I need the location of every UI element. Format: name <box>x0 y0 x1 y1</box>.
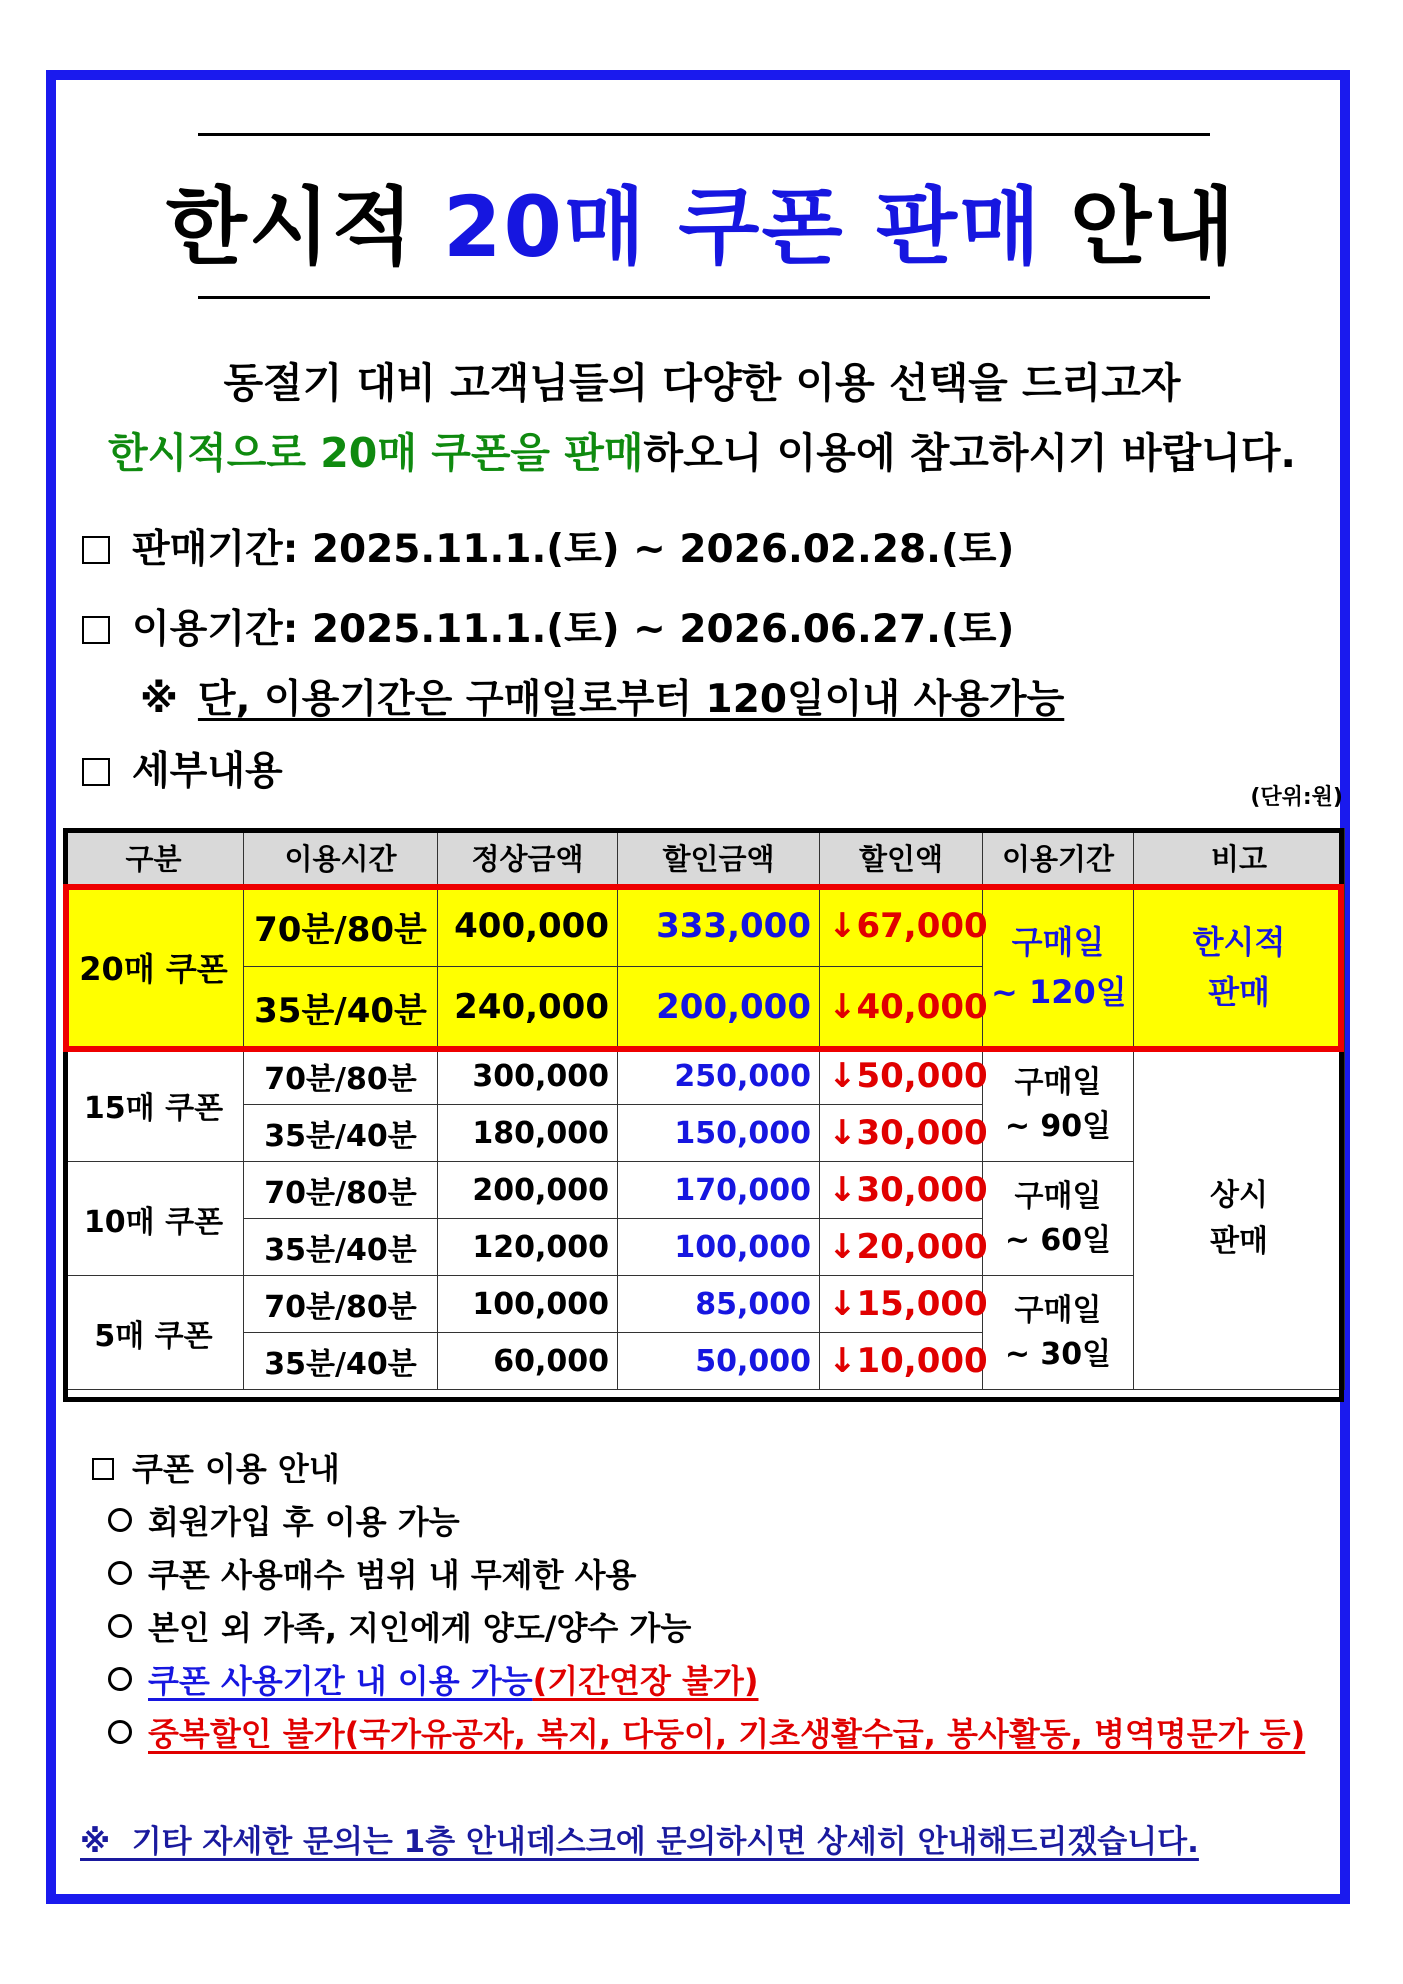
use-period-cell <box>983 1048 1134 1162</box>
note-cell <box>1134 886 1345 1048</box>
use-period-cell <box>983 1162 1134 1276</box>
saving: ↓30,000 <box>820 1162 983 1219</box>
saving: ↓40,000 <box>820 967 983 1048</box>
guide-heading: 쿠폰 이용 안내 <box>132 1450 340 1488</box>
use-time: 70분/80분 <box>244 1048 438 1105</box>
note-line: 판매 <box>1210 1223 1268 1259</box>
guide-item <box>108 1709 1305 1755</box>
use-time: 35분/40분 <box>244 1333 438 1390</box>
saving: ↓15,000 <box>820 1276 983 1333</box>
coupon-name: 20매 쿠폰 <box>64 886 244 1048</box>
guide-item-text: 쿠폰 사용기간 내 이용 가능 <box>148 1662 533 1700</box>
checkbox-icon <box>82 758 110 786</box>
intro-rest: 하오니 이용에 참고하시기 바랍니다. <box>643 429 1297 477</box>
discounted-price: 250,000 <box>618 1048 820 1105</box>
header-cell: 이용시간 <box>244 829 438 886</box>
period-line: 구매일 <box>1011 922 1105 961</box>
checkbox-icon <box>82 616 110 644</box>
intro-line-1: 동절기 대비 고객님들의 다양한 이용 선택을 드리고자 <box>223 359 1181 407</box>
header-cell: 할인금액 <box>618 829 820 886</box>
sale-period: 판매기간: 2025.11.1.(토) ~ 2026.02.28.(토) <box>132 527 1015 572</box>
title-rule-bottom <box>198 296 1210 299</box>
regular-price: 240,000 <box>438 967 618 1048</box>
regular-price: 200,000 <box>438 1162 618 1219</box>
saving: ↓20,000 <box>820 1219 983 1276</box>
use-note-line <box>140 668 1064 724</box>
header-cell: 구분 <box>64 829 244 886</box>
saving: ↓30,000 <box>820 1105 983 1162</box>
note-mark: ※ <box>140 677 178 722</box>
use-period: 이용기간: 2025.11.1.(토) ~ 2026.06.27.(토) <box>132 607 1015 652</box>
sale-period-line <box>82 518 1014 574</box>
guide-item <box>108 1656 758 1702</box>
guide-item-text: 회원가입 후 이용 가능 <box>148 1503 460 1541</box>
checkbox-icon <box>92 1458 114 1480</box>
title-part-1: 한시적 <box>165 178 416 276</box>
period-line: ~ 60일 <box>1004 1222 1112 1258</box>
discounted-price: 200,000 <box>618 967 820 1048</box>
discounted-price: 170,000 <box>618 1162 820 1219</box>
header-cell: 할인액 <box>820 829 983 886</box>
circle-bullet-icon <box>108 1667 132 1691</box>
checkbox-icon <box>82 536 110 564</box>
regular-price: 100,000 <box>438 1276 618 1333</box>
saving: ↓67,000 <box>820 886 983 967</box>
use-time: 35분/40분 <box>244 1219 438 1276</box>
regular-price: 120,000 <box>438 1219 618 1276</box>
guide-item <box>108 1550 636 1596</box>
guide-heading-line <box>92 1444 340 1490</box>
regular-price: 400,000 <box>438 886 618 967</box>
table-row <box>64 886 1345 967</box>
guide-item-text: 쿠폰 사용매수 범위 내 무제한 사용 <box>148 1556 637 1594</box>
guide-item-text: (기간연장 불가) <box>532 1662 759 1700</box>
discounted-price: 85,000 <box>618 1276 820 1333</box>
coupon-name: 15매 쿠폰 <box>64 1048 244 1162</box>
use-period-cell <box>983 1276 1134 1390</box>
regular-price: 300,000 <box>438 1048 618 1105</box>
guide-item <box>108 1497 460 1543</box>
detail-heading-line <box>82 740 283 796</box>
circle-bullet-icon <box>108 1614 132 1638</box>
title-rule-top <box>198 133 1210 136</box>
header-cell: 비고 <box>1134 829 1345 886</box>
guide-item-text: 본인 외 가족, 지인에게 양도/양수 가능 <box>148 1609 692 1647</box>
discounted-price: 50,000 <box>618 1333 820 1390</box>
title-part-2: 20매 쿠폰 판매 <box>443 178 1043 276</box>
intro-line-2 <box>60 420 1344 479</box>
use-time: 35분/40분 <box>244 967 438 1048</box>
period-line: ~ 120일 <box>991 972 1127 1011</box>
discounted-price: 333,000 <box>618 886 820 967</box>
use-period-cell <box>983 886 1134 1048</box>
discounted-price: 100,000 <box>618 1219 820 1276</box>
footer-note: ※ 기타 자세한 문의는 1층 안내데스크에 문의하시면 상세히 안내해드리겠습니다. <box>80 1824 1199 1860</box>
period-line: 구매일 <box>1014 1064 1102 1100</box>
circle-bullet-icon <box>108 1508 132 1532</box>
circle-bullet-icon <box>108 1720 132 1744</box>
period-line: 구매일 <box>1014 1292 1102 1328</box>
use-time: 70분/80분 <box>244 1162 438 1219</box>
use-time: 35분/40분 <box>244 1105 438 1162</box>
regular-price: 60,000 <box>438 1333 618 1390</box>
header-cell: 이용기간 <box>983 829 1134 886</box>
saving: ↓50,000 <box>820 1048 983 1105</box>
table-header-row <box>64 829 1345 886</box>
intro-highlight: 한시적으로 20매 쿠폰을 판매 <box>107 429 644 477</box>
note-line: 상시 <box>1210 1177 1268 1213</box>
use-time: 70분/80분 <box>244 886 438 967</box>
use-period-line <box>82 598 1014 654</box>
header-cell: 정상금액 <box>438 829 618 886</box>
coupon-name: 5매 쿠폰 <box>64 1276 244 1390</box>
use-note: 단, 이용기간은 구매일로부터 120일이내 사용가능 <box>197 677 1065 722</box>
table-row <box>64 1048 1345 1105</box>
unit-label: (단위:원) <box>1250 785 1343 810</box>
price-table <box>63 828 1345 1390</box>
saving: ↓10,000 <box>820 1333 983 1390</box>
period-line: 구매일 <box>1014 1178 1102 1214</box>
note-cell <box>1134 1048 1345 1390</box>
period-line: ~ 30일 <box>1004 1336 1112 1372</box>
period-line: ~ 90일 <box>1004 1108 1112 1144</box>
guide-item-text: 중복할인 불가(국가유공자, 복지, 다둥이, 기초생활수급, 봉사활동, 병역명문가 등) <box>148 1715 1306 1753</box>
regular-price: 180,000 <box>438 1105 618 1162</box>
discounted-price: 150,000 <box>618 1105 820 1162</box>
title-part-3: 안내 <box>1070 178 1237 276</box>
coupon-name: 10매 쿠폰 <box>64 1162 244 1276</box>
guide-item <box>108 1603 691 1649</box>
note-line: 한시적 <box>1192 922 1286 961</box>
use-time: 70분/80분 <box>244 1276 438 1333</box>
page-title <box>90 160 1312 281</box>
circle-bullet-icon <box>108 1561 132 1585</box>
detail-heading: 세부내용 <box>132 749 283 794</box>
note-line: 판매 <box>1208 972 1270 1011</box>
